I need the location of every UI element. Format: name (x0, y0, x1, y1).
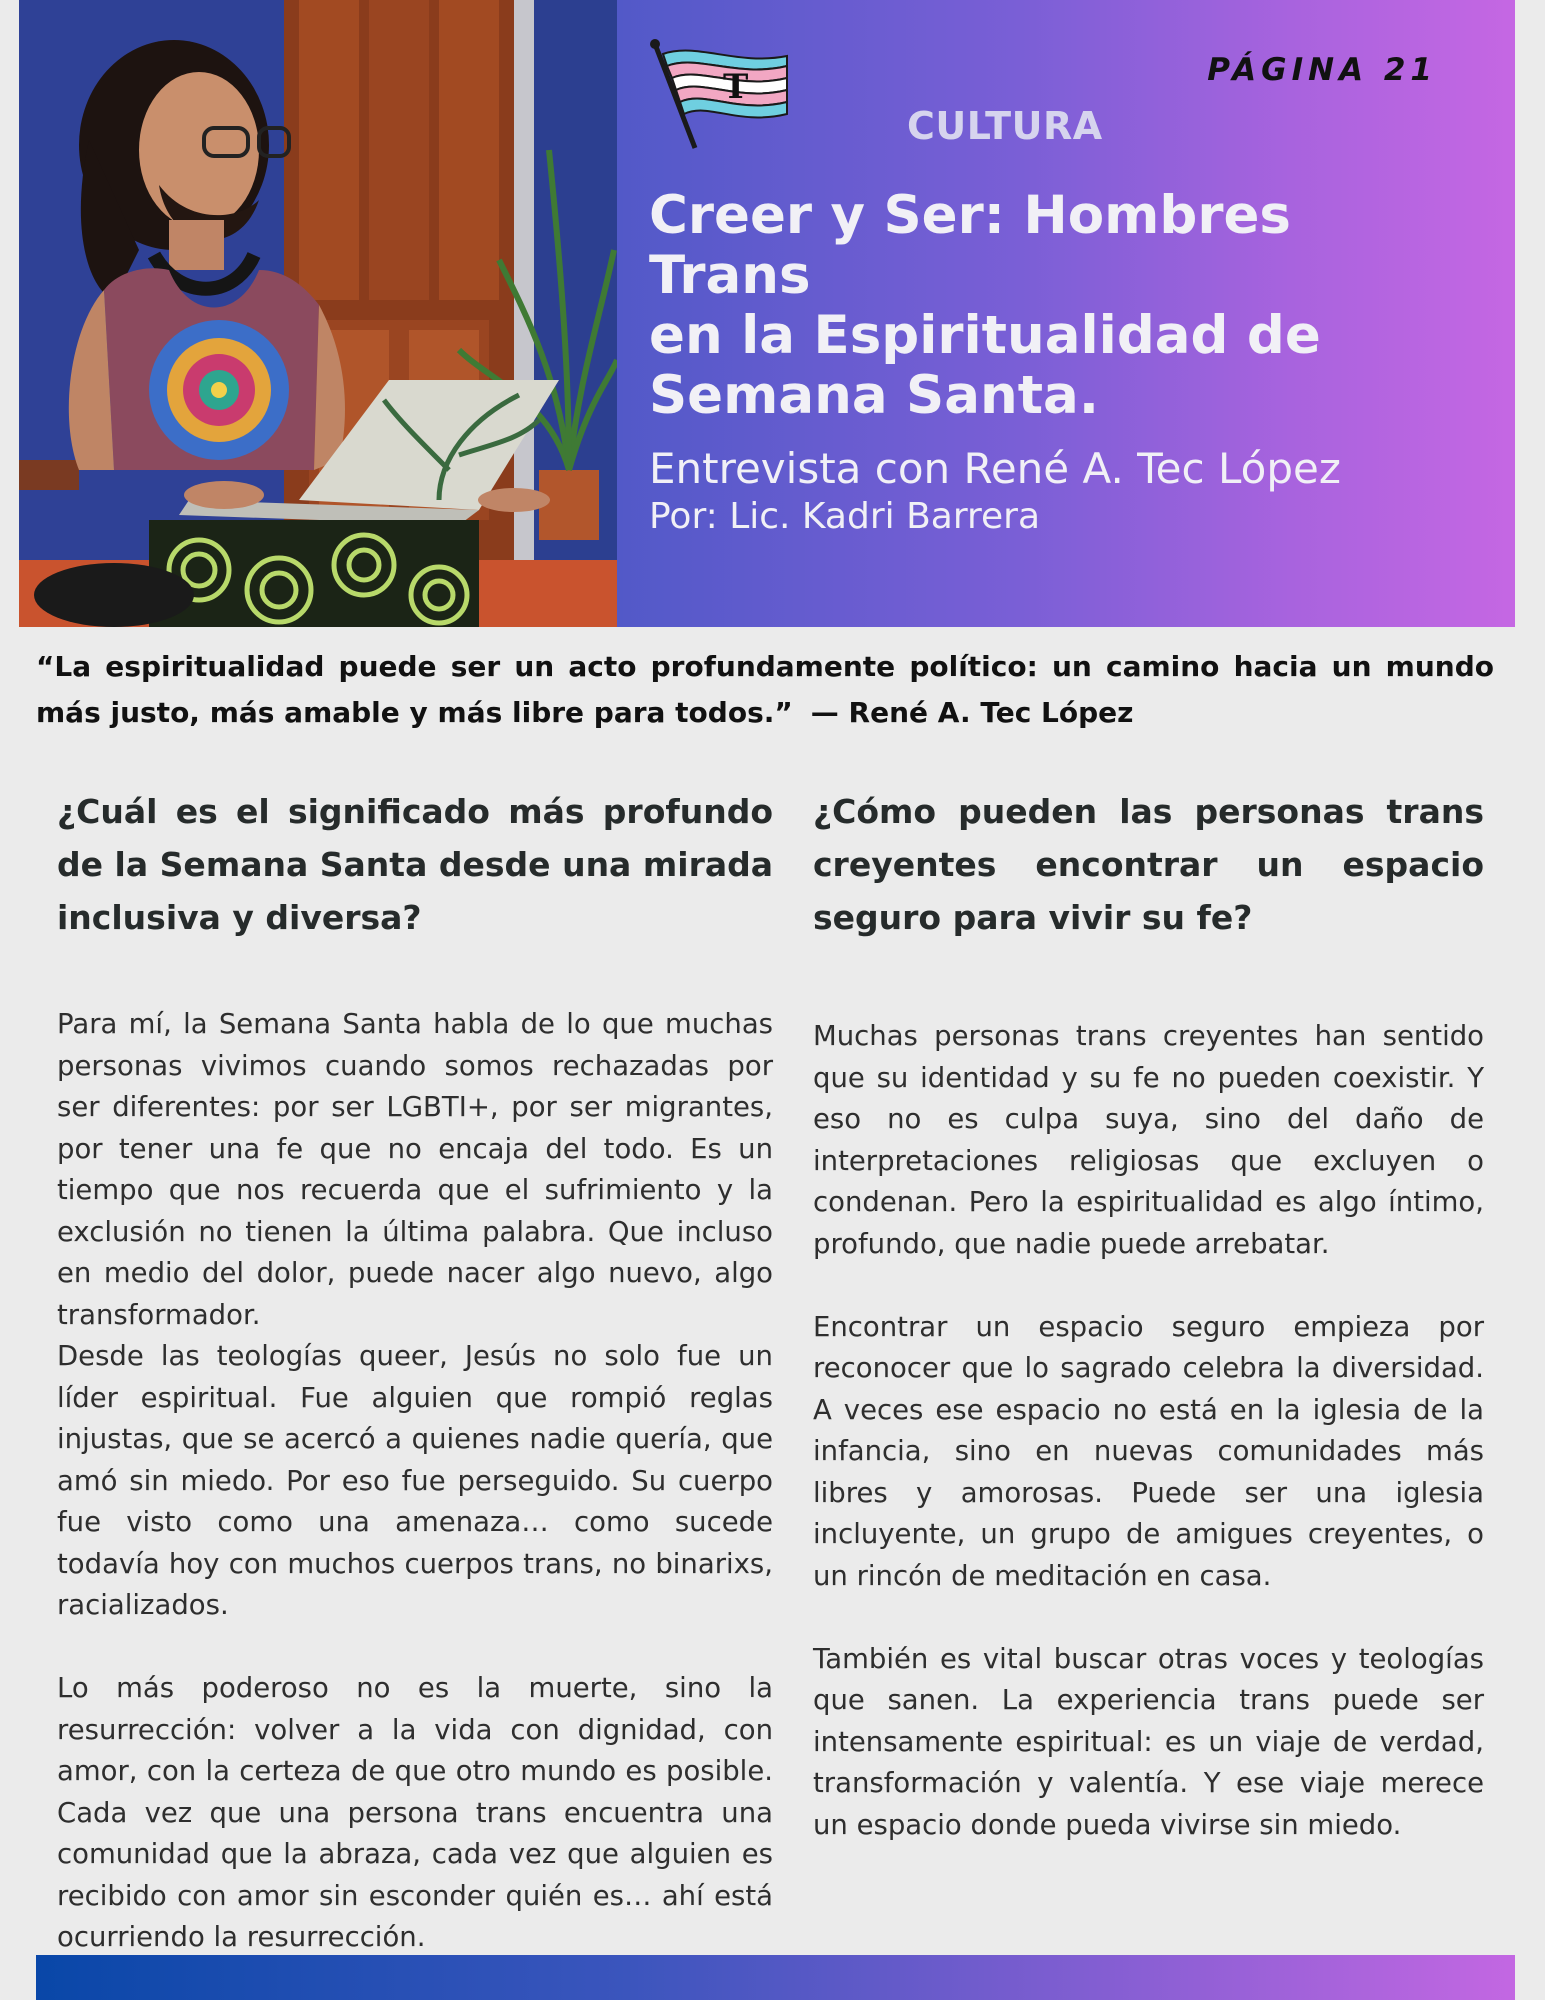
article-title (649, 186, 1469, 426)
article-subtitle: Entrevista con René A. Tec López (649, 444, 1341, 493)
title-banner (617, 0, 1515, 627)
article-byline: Por: Lic. Kadri Barrera (649, 496, 1041, 537)
answer-paragraph: Desde las teologías queer, Jesús no solo fue un líder espiritual. Fue alguien que rompió reglas injustas, que se acercó a quienes nadie quería, que amó sin miedo. Por eso fue perseguido. Su cuerpo fue visto como una amenaza… como sucede todavía hoy con muchos cuerpos trans, no binarixs, racializados. (57, 1340, 773, 1621)
quote-author: — René A. Tec López (810, 696, 1134, 729)
interviewee-photo (19, 0, 617, 627)
pull-quote (36, 644, 1494, 736)
article-header (19, 0, 1515, 627)
photo-illustration (19, 0, 617, 627)
answer-paragraph: Para mí, la Semana Santa habla de lo que muchas personas vivimos cuando somos rechazadas por ser diferentes: por ser LGBTI+, por ser migrantes, por tener una fe que no encaja del todo. Es un tiempo que nos recuerda que el sufrimiento y la exclusión no tienen la última palabra. Que incluso en medio del dolor, puede nacer algo nuevo, algo transformador. (57, 1008, 773, 1331)
answer-paragraph: Muchas personas trans creyentes han sentido que su identidad y su fe no pueden coexistir. Y eso no es culpa suya, sino del daño de interpretaciones religiosas que excluyen o condenan. Pero la espiritualidad es algo íntimo, profundo, que nadie puede arrebatar. (813, 1020, 1484, 1260)
title-line: en la Espiritualidad de (649, 305, 1321, 366)
left-column (57, 785, 773, 1959)
section-label: CULTURA (907, 104, 1103, 148)
trans-flag-icon (647, 36, 797, 156)
question-heading: ¿Cuál es el significado más profundo de la Semana Santa desde una mirada inclusiva y diversa? (57, 792, 773, 937)
question-heading: ¿Cómo pueden las personas trans creyentes encontrar un espacio seguro para vivir su fe? (813, 792, 1484, 937)
title-line: Creer y Ser: Hombres Trans (649, 185, 1291, 306)
flag-letter: T (723, 67, 749, 107)
quote-text: “La espiritualidad puede ser un acto profundamente político: un camino hacia un mundo más justo, más amable y más libre para todos.” (36, 650, 1494, 729)
right-column (813, 785, 1484, 1846)
answer-paragraph: También es vital buscar otras voces y teologías que sanen. La experiencia trans puede ser intensamente espiritual: es un viaje de verdad, transformación y valentía. Y ese viaje merece un espacio donde pueda vivirse sin miedo. (813, 1642, 1484, 1841)
answer-paragraph: Encontrar un espacio seguro empieza por reconocer que lo sagrado celebra la diversidad. A veces ese espacio no está en la iglesia de la infancia, sino en nuevas comunidades más libres y amorosas. Puede ser una iglesia incluyente, un grupo de amigues creyentes, o un rincón de meditación en casa. (813, 1310, 1484, 1592)
page-number: PÁGINA 21 (1207, 52, 1437, 88)
footer-gradient-bar (36, 1955, 1515, 2000)
title-line: Semana Santa. (649, 365, 1099, 426)
answer-paragraph: Lo más poderoso no es la muerte, sino la resurrección: volver a la vida con dignidad, con amor, con la certeza de que otro mundo es posible. Cada vez que una persona trans encuentra una comunidad que la abraza, cada vez que alguien es recibido con amor sin esconder quién es… ahí está ocurriendo la resurrección. (57, 1672, 773, 1953)
